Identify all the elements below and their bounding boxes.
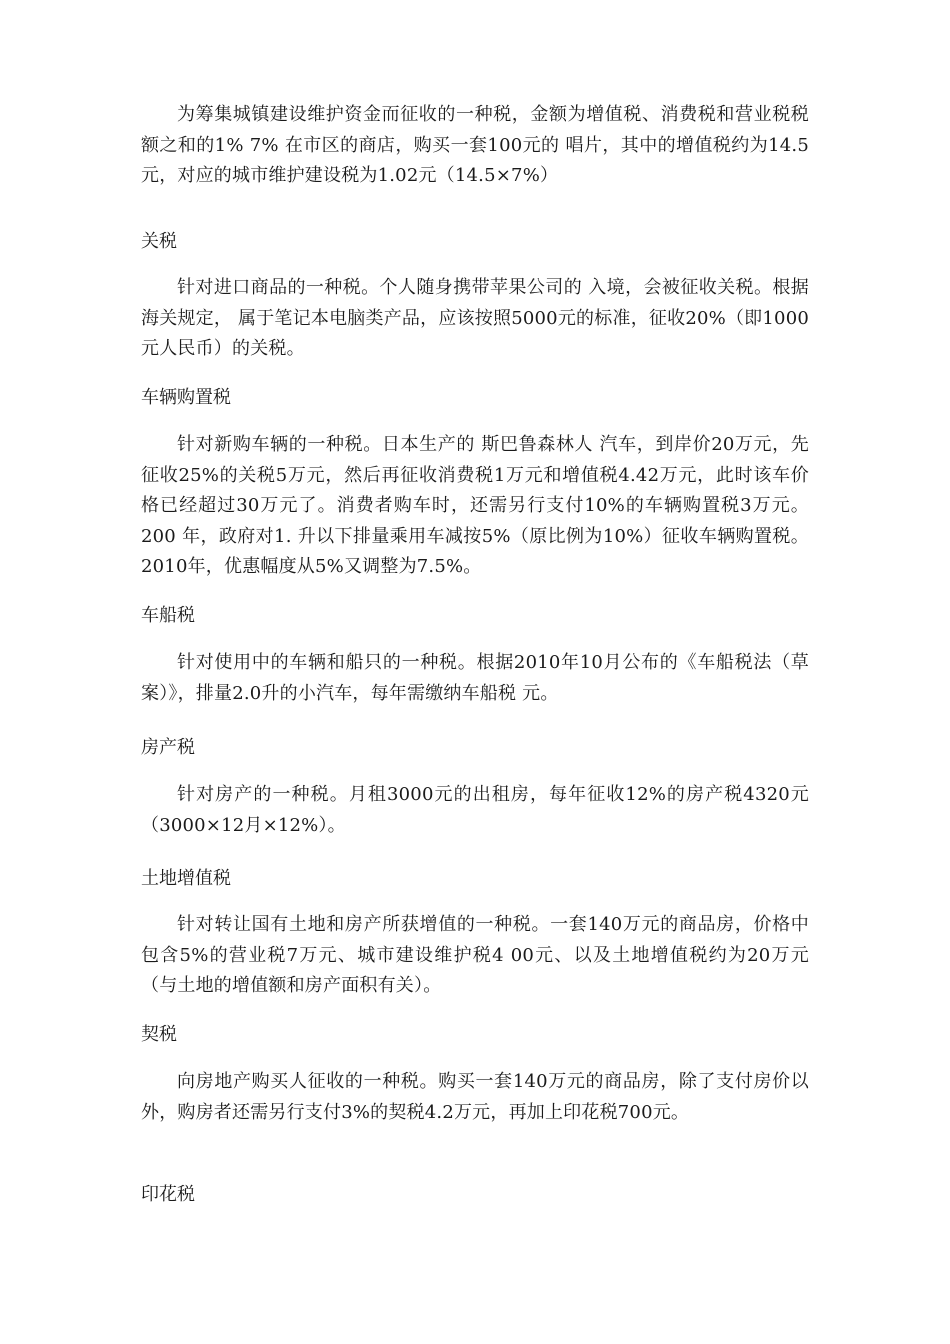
stamp-duty-heading: 印花税: [141, 1184, 195, 1205]
land-appreciation-tax-paragraph: 针对转让国有土地和房产所获增值的一种税。一套140万元的商品房，价格中包含5%的营业税7万元、城市建设维护税4 00元、以及土地增值税约为20万元（与土地的增值额和房产面积有关）。: [141, 914, 809, 996]
urban-maintenance-tax-paragraph: 为筹集城镇建设维护资金而征收的一种税，金额为增值税、消费税和营业税税额之和的1% 7% 在市区的商店，购买一套100元的 唱片，其中的增值税约为14.5元，对应的城市维护建设税为1.02元（14.5×7%）: [141, 104, 809, 186]
property-tax-heading: 房产税: [141, 737, 195, 758]
vehicle-purchase-tax-heading: 车辆购置税: [141, 387, 231, 408]
customs-duty-paragraph: 针对进口商品的一种税。个人随身携带苹果公司的 入境，会被征收关税。根据海关规定， 属于笔记本电脑类产品，应该按照5000元的标准，征收20%（即1000元人民币）的关税。: [141, 277, 809, 359]
customs-duty-heading: 关税: [141, 231, 177, 252]
vehicle-vessel-tax-paragraph: 针对使用中的车辆和船只的一种税。根据2010年10月公布的《车船税法（草案）》，排量2.0升的小汽车，每年需缴纳车船税 元。: [141, 652, 809, 704]
deed-tax-paragraph: 向房地产购买人征收的一种税。购买一套140万元的商品房，除了支付房价以外，购房者还需另行支付3%的契税4.2万元，再加上印花税700元。: [141, 1071, 809, 1123]
deed-tax-heading: 契税: [141, 1024, 177, 1045]
vehicle-vessel-tax-heading: 车船税: [141, 605, 195, 626]
vehicle-purchase-tax-paragraph: 针对新购车辆的一种税。日本生产的 斯巴鲁森林人 汽车，到岸价20万元，先征收25%的关税5万元，然后再征收消费税1万元和增值税4.42万元，此时该车价格已经超过30万元了。消费者购车时，还需另行支付10%的车辆购置税3万元。200 年，政府对1. 升以下排量乘用车减按5%（原比例为10%）征收车辆购置税。2010年，优惠幅度从5%又调整为7.5%。: [141, 434, 809, 577]
land-appreciation-tax-heading: 土地增值税: [141, 868, 231, 889]
property-tax-paragraph: 针对房产的一种税。月租3000元的出租房，每年征收12%的房产税4320元（3000×12月×12%）。: [141, 784, 809, 836]
